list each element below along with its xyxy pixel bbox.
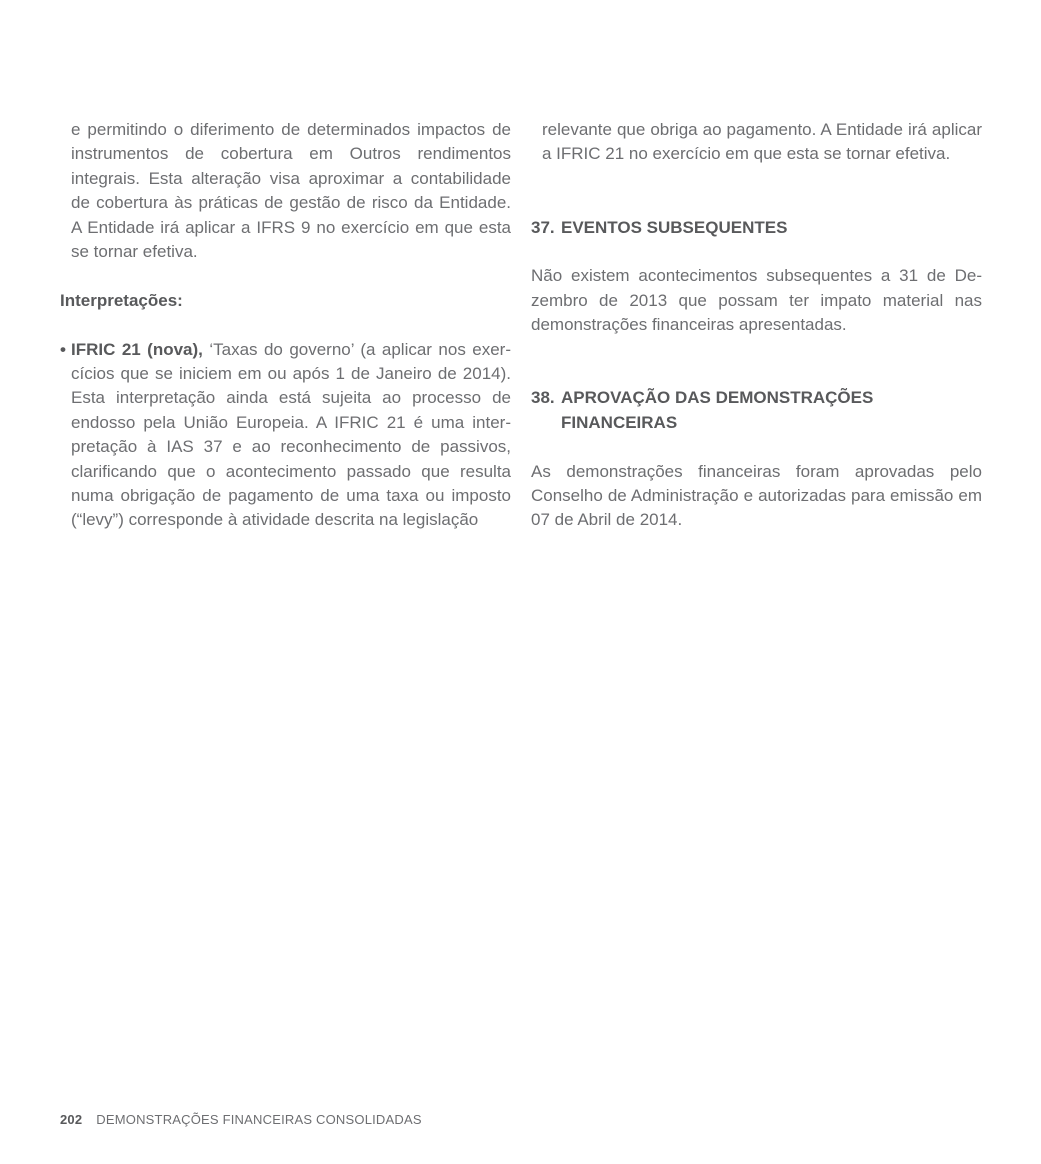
bullet-lead: IFRIC 21 (nova), [71,339,203,359]
footer-section-title: DEMONSTRAÇÕES FINANCEIRAS CONSOLIDADAS [96,1112,422,1127]
right-column [531,118,982,533]
section-38-heading [531,386,982,435]
intro-paragraph: e permitindo o diferimento de determinados impactos de instrumentos de cobertura em Outros rendimentos integrais. Esta alteração visa aproximar a contabilidade de cobertura às práticas de gestão de risco da Entidade. A Entidade irá aplicar a IFRS 9 no exercício em que esta se tornar efetiva. [71,120,511,262]
section-37-body: Não existem acontecimentos subsequentes a 31 de Dezembro de 2013 que possam ter impato material nas demonstrações financeiras apresentadas. [531,266,982,335]
page-footer [60,1112,422,1127]
section-38-body: As demonstrações financeiras foram aprovadas pelo Conselho de Administração e autorizadas para emissão em 07 de Abril de 2014. [531,461,982,530]
left-column [60,118,511,533]
section-37-title: EVENTOS SUBSEQUENTES [561,217,788,237]
bullet-marker: • [60,339,66,359]
interpretations-heading: Interpretações: [60,290,183,310]
continuation-paragraph: relevante que obriga ao pagamento. A Entidade irá aplicar a IFRIC 21 no exercício em que esta se tornar efetiva. [542,120,982,164]
section-37-heading [531,216,982,240]
section-37-number: 37. [531,217,555,237]
bullet-item-ifric21 [60,338,511,533]
bullet-text: ‘Taxas do governo’ (a aplicar nos exercícios que se iniciem em ou após 1 de Janeiro de 2014). Esta interpretação ainda está sujeita ao processo de endosso pela União Europeia. A IFRIC 21 é uma interpretação à IAS 37 e ao reconhecimento de passivos, clarificando que o acontecimento passado que resulta numa obrigação de pagamento de uma taxa ou imposto (“levy”) corresponde à atividade descrita na legislação [71,339,511,530]
section-38-number: 38. [531,388,555,408]
section-38-title: APROVAÇÃO DAS DEMONSTRAÇÕES FINANCEIRAS [561,388,874,432]
page-number: 202 [60,1112,83,1127]
